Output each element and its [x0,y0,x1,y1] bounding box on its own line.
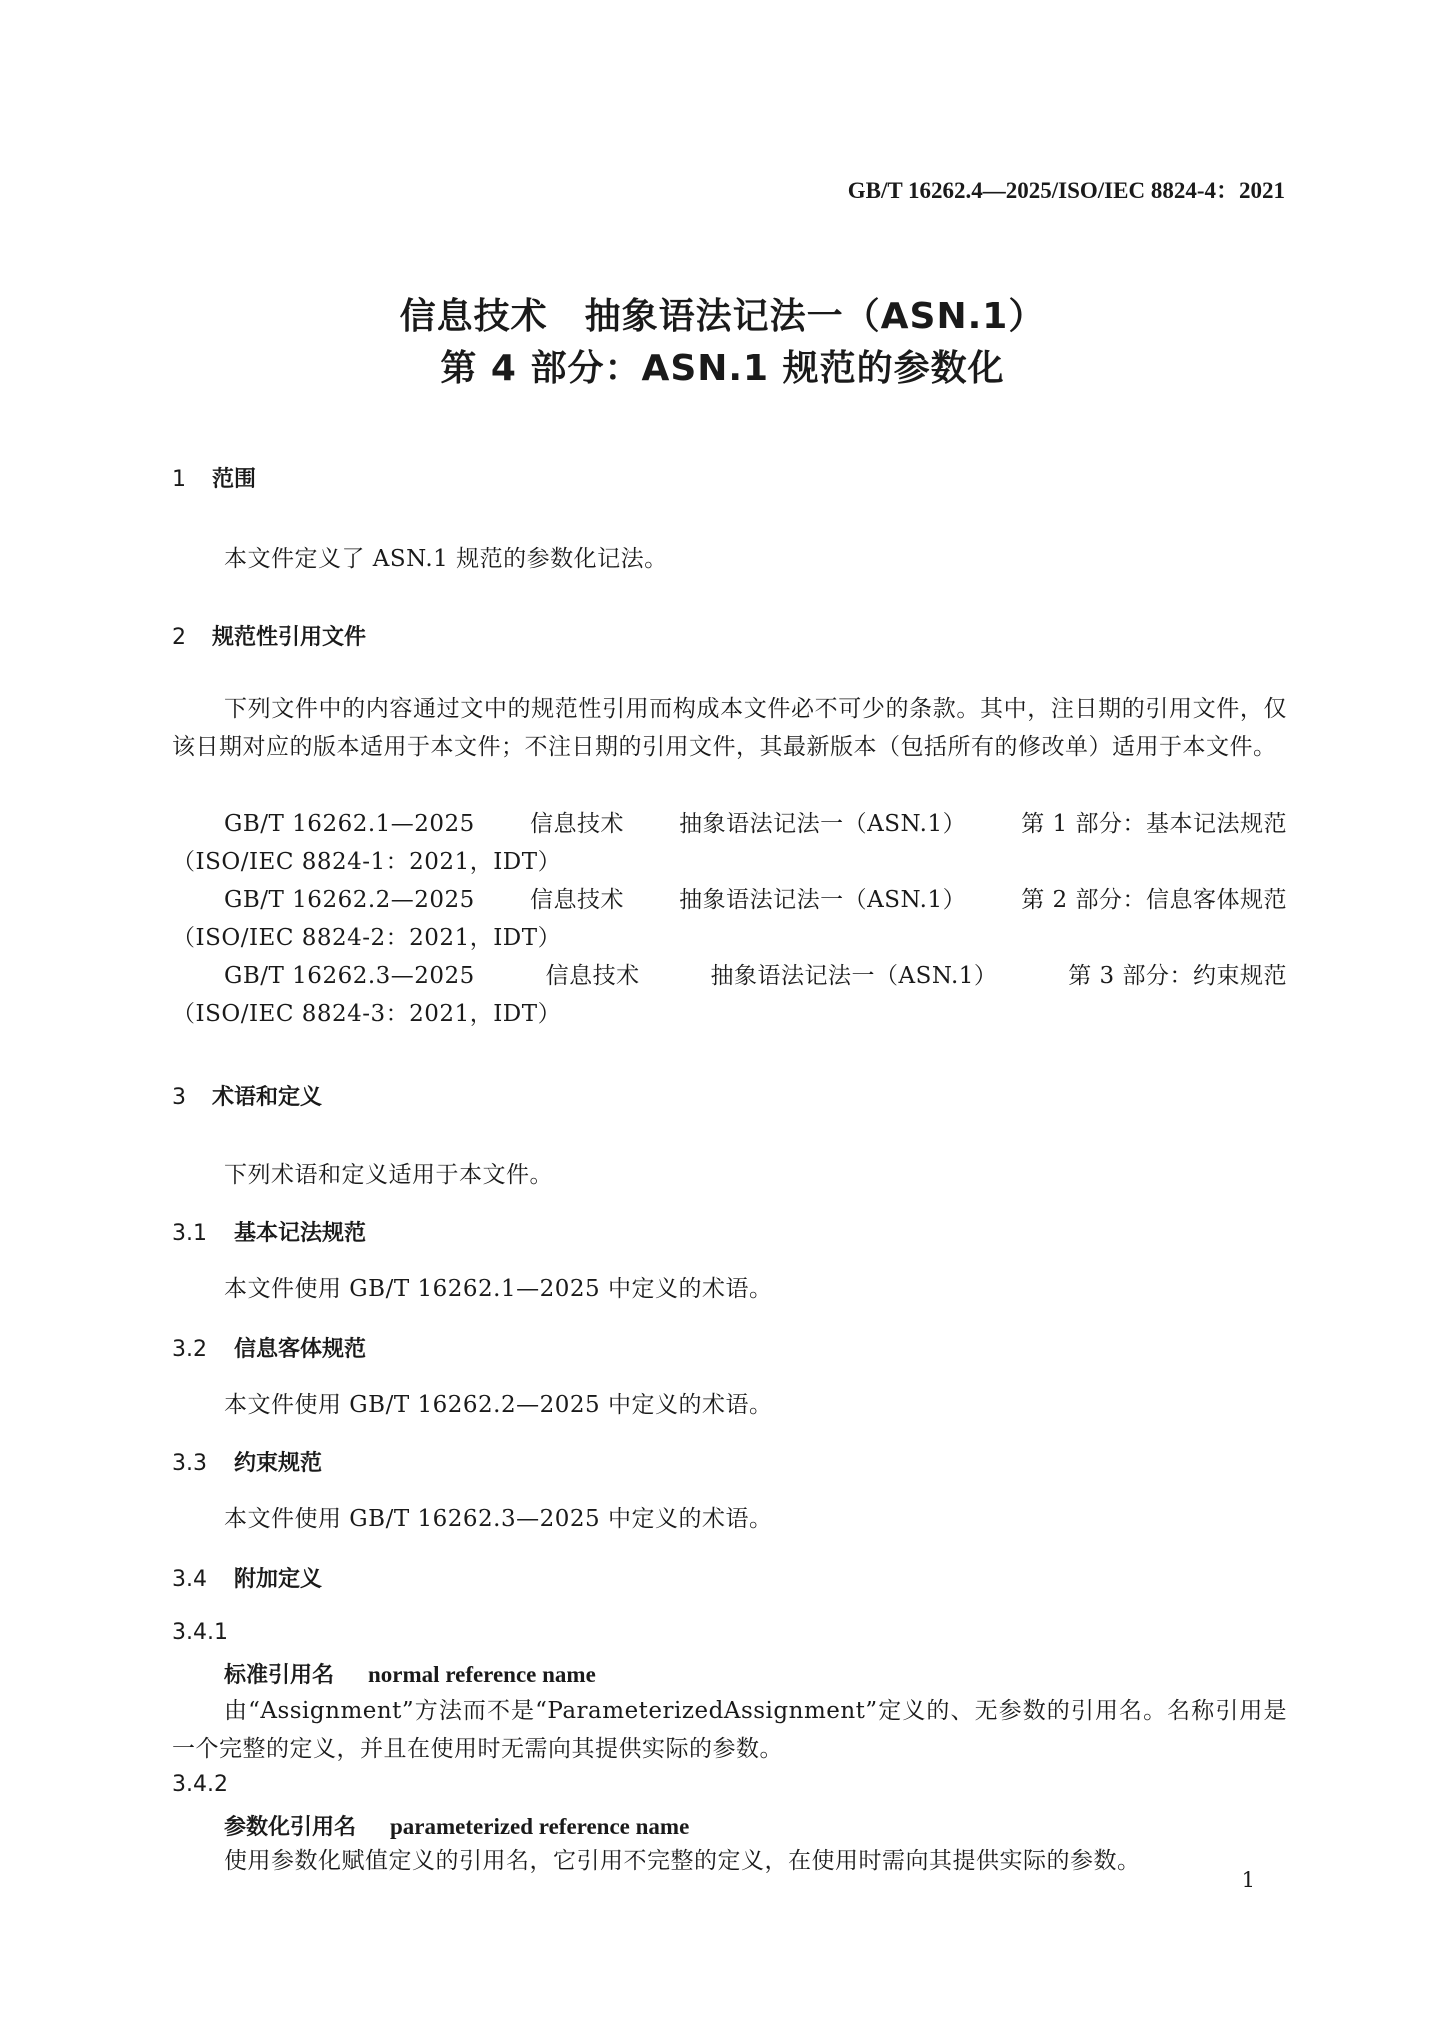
section-title: 附加定义 [234,1567,323,1592]
section-3-intro: 下列术语和定义适用于本文件。 [224,1162,553,1188]
term-entry [224,1810,689,1841]
document-title-line2: 第 4 部分：ASN.1 规范的参数化 [440,348,1005,389]
ref-title-1: 信息技术 [545,963,640,989]
section-title: 约束规范 [234,1451,323,1476]
section-1-text: 本文件定义了 ASN.1 规范的参数化记法。 [224,546,668,572]
ref-title-3: 第 2 部分：信息客体规范 [1021,887,1287,913]
page-number: 1 [1241,1868,1255,1892]
term-number: 3.4.2 [172,1772,228,1797]
reference-item [172,881,1287,957]
section-2-intro [172,690,1287,766]
section-3-3-heading [172,1446,322,1477]
section-3-2-text: 本文件使用 GB/T 16262.2—2025 中定义的术语。 [224,1392,773,1418]
ref-title-2: 抽象语法记法一（ASN.1） [710,963,998,989]
term-number: 3.4.1 [172,1620,228,1645]
section-number: 3.2 [172,1337,207,1362]
term-zh: 参数化引用名 [224,1815,357,1840]
section-3-2-heading [172,1332,366,1363]
section-number: 3.3 [172,1451,207,1476]
section-number: 3 [172,1085,186,1110]
ref-code: GB/T 16262.1—2025 [224,811,475,837]
paragraph: 下列文件中的内容通过文中的规范性引用而构成本文件必不可少的条款。其中，注日期的引用文件，仅该日期对应的版本适用于本文件；不注日期的引用文件，其最新版本（包括所有的修改单）适用于本文件。 [172,696,1287,760]
ref-title-2: 抽象语法记法一（ASN.1） [679,811,967,837]
paragraph: 使用参数化赋值定义的引用名，它引用不完整的定义，在使用时需向其提供实际的参数。 [224,1848,1141,1874]
ref-iso: （ISO/IEC 8824-2：2021，IDT） [172,925,562,951]
section-3-4-heading [172,1562,322,1593]
section-title: 规范性引用文件 [212,625,367,650]
section-title: 基本记法规范 [234,1221,367,1246]
term-definition [172,1842,1287,1880]
ref-iso: （ISO/IEC 8824-3：2021，IDT） [172,1001,562,1027]
ref-title-2: 抽象语法记法一（ASN.1） [679,887,967,913]
term-en: parameterized reference name [390,1814,690,1839]
section-3-1-heading [172,1216,366,1247]
section-number: 3.4 [172,1567,207,1592]
document-title-line1: 信息技术 抽象语法记法一（ASN.1） [399,296,1046,337]
term-definition [172,1692,1287,1768]
ref-title-3: 第 1 部分：基本记法规范 [1021,811,1287,837]
paragraph: 由“Assignment”方法而不是“ParameterizedAssignment”定义的、无参数的引用名。名称引用是一个完整的定义，并且在使用时无需向其提供实际的参数。 [172,1698,1287,1762]
section-3-3-text: 本文件使用 GB/T 16262.3—2025 中定义的术语。 [224,1506,773,1532]
term-en: normal reference name [368,1662,596,1687]
ref-title-1: 信息技术 [529,887,624,913]
standard-number: GB/T 16262.4—2025/ISO/IEC 8824-4：2021 [847,178,1285,203]
section-number: 1 [172,467,186,492]
term-zh: 标准引用名 [224,1663,335,1688]
section-number: 3.1 [172,1221,207,1246]
section-title: 术语和定义 [212,1085,323,1110]
ref-title-3: 第 3 部分：约束规范 [1068,963,1287,989]
ref-code: GB/T 16262.3—2025 [224,963,475,989]
section-3-heading [172,1080,322,1111]
section-1-heading [172,462,256,493]
term-entry [224,1658,596,1689]
section-2-heading [172,620,366,651]
reference-item [172,805,1287,881]
section-title: 范围 [212,467,257,492]
section-3-1-text: 本文件使用 GB/T 16262.1—2025 中定义的术语。 [224,1276,773,1302]
ref-code: GB/T 16262.2—2025 [224,887,475,913]
ref-iso: （ISO/IEC 8824-1：2021，IDT） [172,849,562,875]
section-number: 2 [172,625,186,650]
ref-title-1: 信息技术 [529,811,624,837]
section-title: 信息客体规范 [234,1337,367,1362]
reference-item [172,957,1287,1033]
